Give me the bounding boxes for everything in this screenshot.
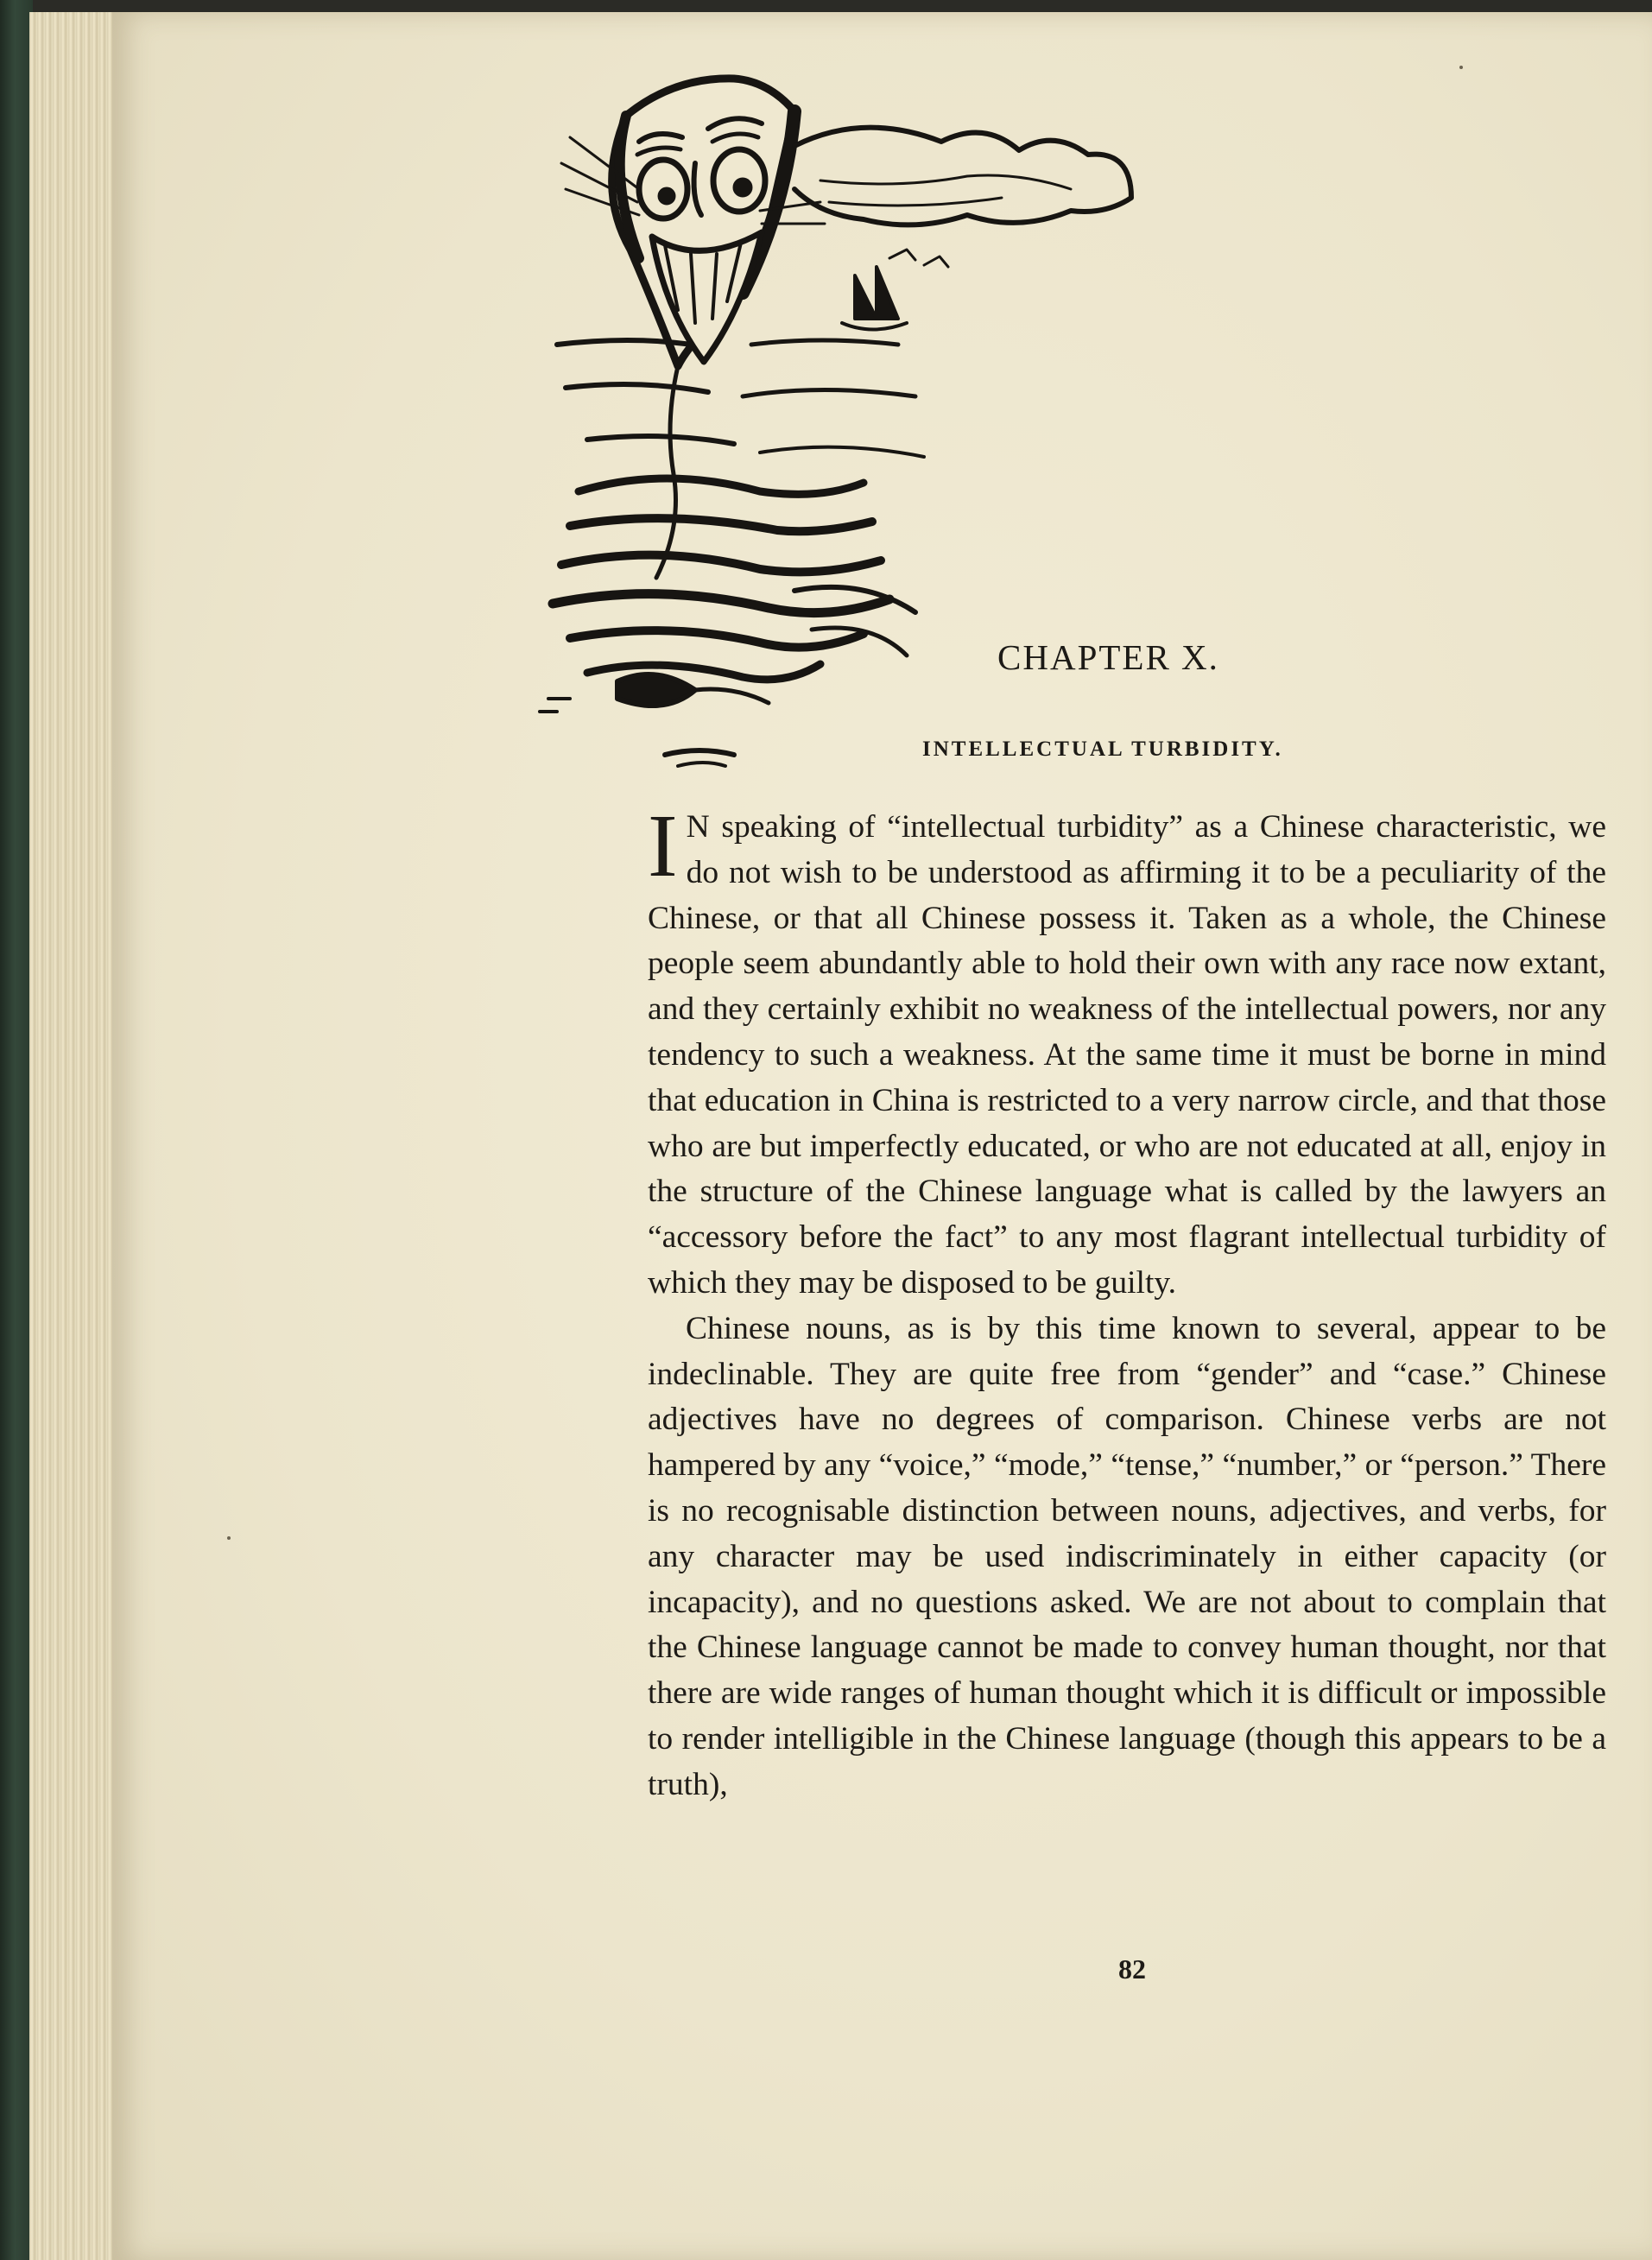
- chapter-title: CHAPTER X.: [997, 637, 1219, 677]
- paper-speck: [227, 1536, 231, 1540]
- drop-cap: I: [648, 796, 678, 896]
- book-page: [112, 12, 1652, 2260]
- paragraph-1: [648, 796, 1606, 1307]
- paragraph-1-text: N speaking of “intellectual turbidity” as a Chinese characteristic, we do not wish to be understood as affirming it to be a peculiarity of the Chinese, or that all Chinese possess it. Taken as a whole, the Chinese people seem abundantly able to hold their own with any race now extant, and they certainly exhibit no weakness of the intellectual powers, nor any tendency to such a weakness. At the same time it must be borne in mind that education in China is restricted to a very narrow circle, and that those who are but imperfectly educated, or who are not educated at all, enjoy in the structure of the Chinese language what is called by the lawyers an “accessory before the fact” to any most flagrant intellectual turbidity of which they may be disposed to be guilty.: [648, 809, 1606, 1301]
- page-number: 82: [1118, 1953, 1146, 1985]
- paper-speck: [1459, 66, 1463, 69]
- book-cover-edge: [0, 0, 33, 2260]
- chapter-subtitle: INTELLECTUAL TURBIDITY.: [922, 738, 1283, 761]
- paragraph-2: Chinese nouns, as is by this time known to several, appear to be indeclinable. They are quite free from “gender” and “case.” Chinese adjectives have no degrees of comparison. Chinese verbs are not hampered by any “voice,” “mode,” “tense,” “number,” or “person.” There is no recognisable distinction between nouns, adjectives, and verbs, for any character may be used indiscriminately in either capacity (or incapacity), and no questions asked. We are not about to complain that the Chinese language cannot be made to convey human thought, nor that there are wide ranges of human thought which it is difficult or impossible to render intelligible in the Chinese language (though this appears to be a truth),: [648, 1310, 1606, 1802]
- top-edge: [0, 0, 1652, 12]
- body-text: [648, 796, 1606, 1808]
